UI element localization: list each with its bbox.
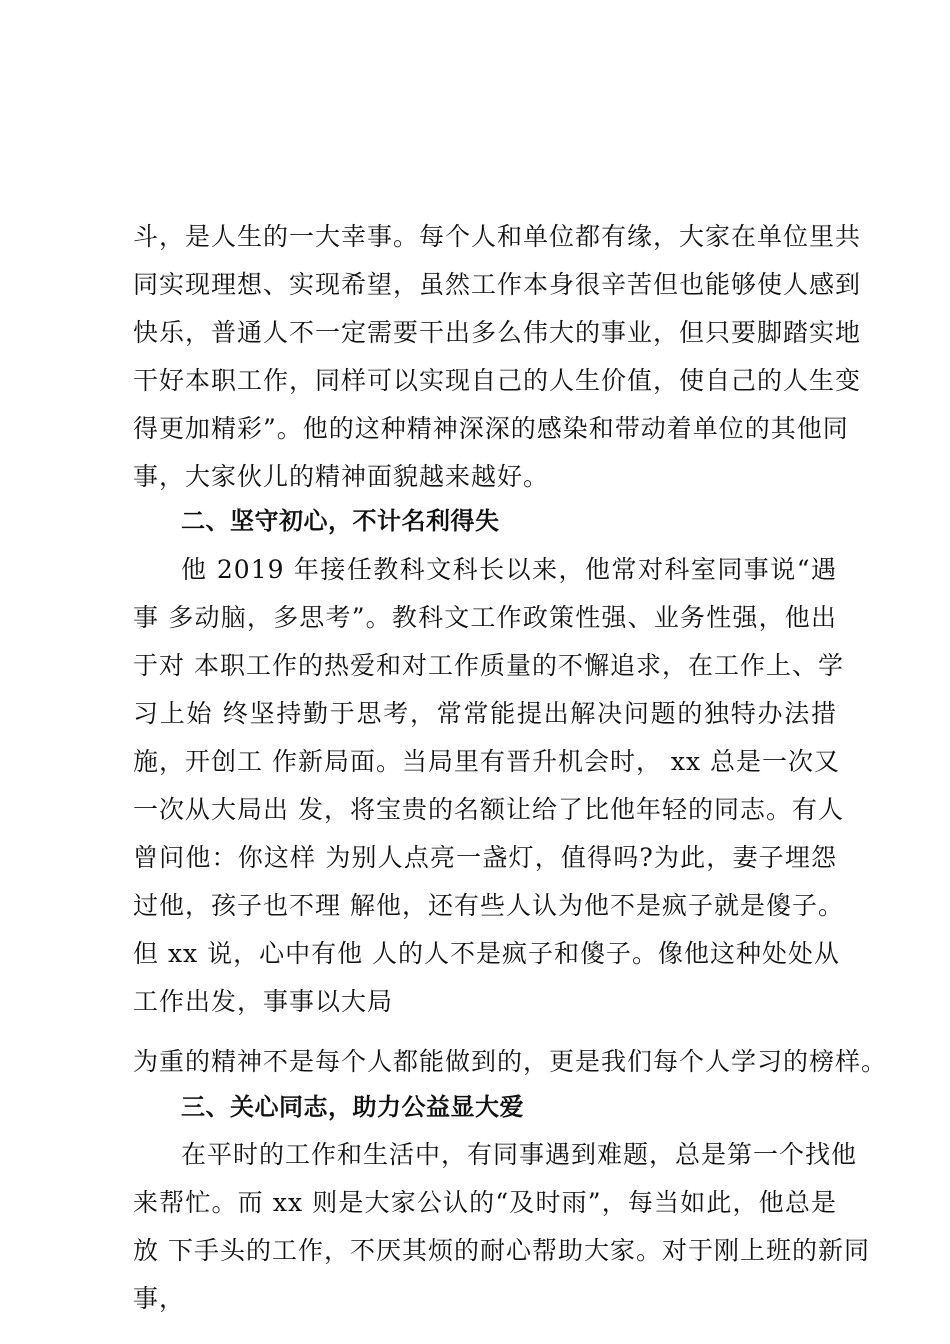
text-line: 来帮忙。而 xx 则是大家公认的“及时雨”，每当如此，他总是: [133, 1188, 837, 1217]
text-line: 放 下手头的工作，不厌其烦的耐心帮助大家。对于刚上班的新同: [133, 1236, 870, 1265]
text-line: 但 xx 说，心中有他 人的人不是疯子和傻子。像他这种处处从: [133, 939, 841, 968]
text-line: 斗，是人生的一大幸事。每个人和单位都有缘，大家在单位里共: [133, 222, 862, 251]
text-line: 事，: [133, 1284, 186, 1313]
text-line: 同实现理想、实现希望，虽然工作本身很辛苦但也能够使人感到: [133, 270, 862, 299]
text-line: 于对 本职工作的热爱和对工作质量的不懈追求，在工作上、学: [133, 651, 844, 680]
text-line: 过他，孩子也不理 解他，还有些人认为他不是疯子就是傻子。: [133, 891, 844, 920]
text-line: 干好本职工作，同样可以实现自己的人生价值，使自己的人生变: [133, 366, 862, 395]
text-line: 得更加精彩”。他的这种精神深深的感染和带动着单位的其他同: [133, 414, 849, 443]
text-line: 曾问他：你这样 为别人点亮一盏灯，值得吗?为此，妻子埋怨: [133, 843, 837, 872]
text-line: 事 多动脑，多思考”。教科文工作政策性强、业务性强，他出: [133, 603, 837, 632]
text-line: 习上始 终坚持勤于思考，常常能提出解决问题的独特办法措: [133, 699, 837, 728]
text-line: 他 2019 年接任教科文科长以来，他常对科室同事说“遇: [181, 555, 837, 584]
section-heading-3: 三、关心同志，助力公益显大爱: [181, 1093, 524, 1121]
section-heading-2: 二、坚守初心，不计名利得失: [181, 507, 500, 535]
text-line: 施，开创工 作新局面。当局里有晋升机会时， xx 总是一次又: [133, 747, 841, 776]
text-line: 事，大家伙儿的精神面貌越来越好。: [133, 462, 550, 491]
text-line: 一次从大局出 发，将宝贵的名额让给了比他年轻的同志。有人: [133, 795, 844, 824]
text-line: 快乐，普通人不一定需要干出多么伟大的事业，但只要脚踏实地: [133, 318, 862, 347]
text-line: 工作出发，事事以大局: [133, 987, 394, 1016]
text-line: 为重的精神不是每个人都能做到的，更是我们每个人学习的榜样。: [133, 1047, 888, 1076]
text-line: 在平时的工作和生活中，有同事遇到难题，总是第一个找他: [181, 1140, 858, 1169]
